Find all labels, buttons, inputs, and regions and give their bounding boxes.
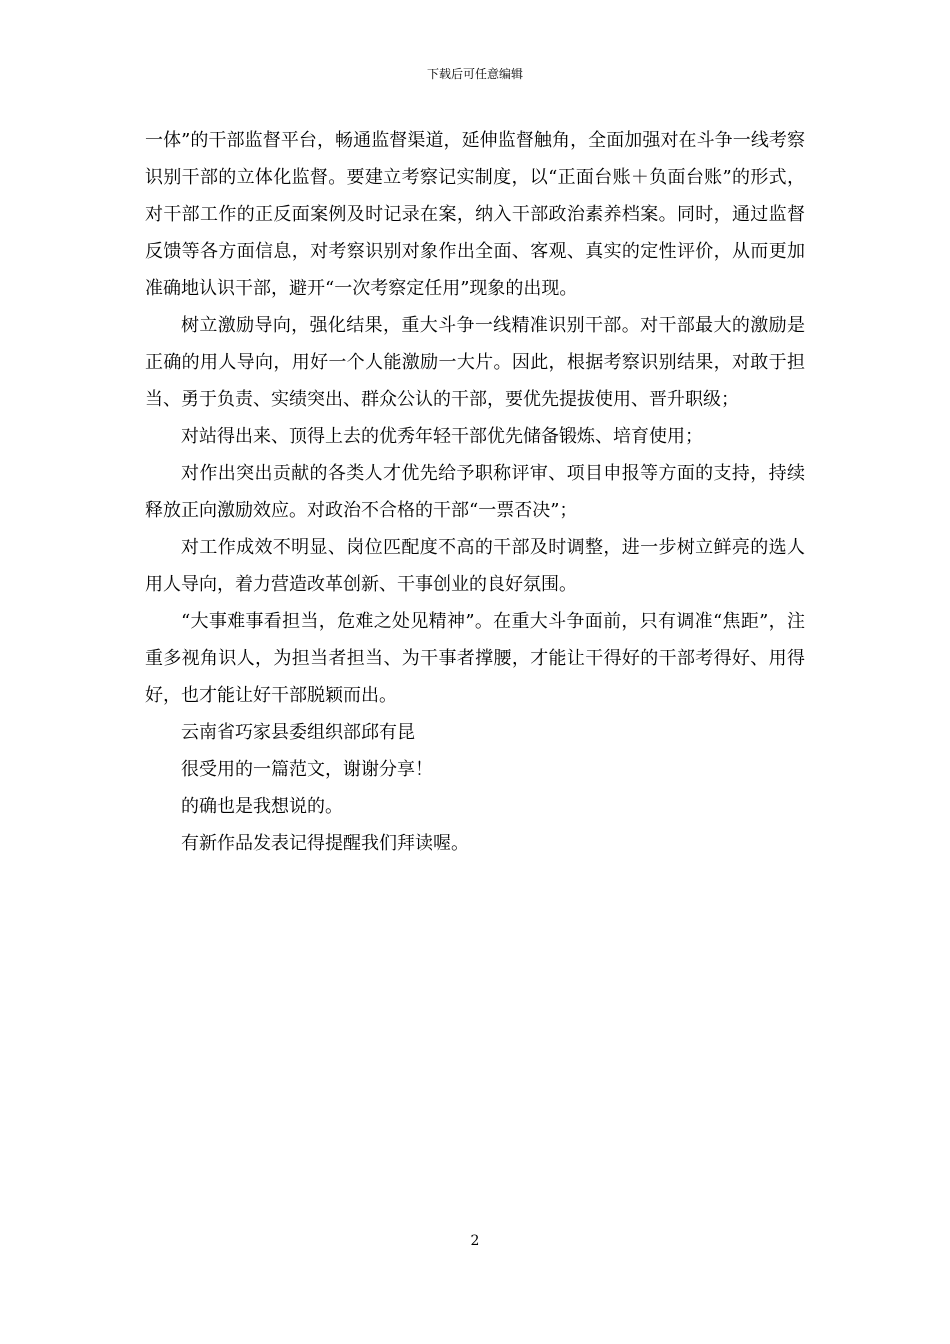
author-line: 云南省巧家县委组织部邱有昆 — [181, 722, 415, 743]
paragraph-continuation: 一体”的干部监督平台，畅通监督渠道，延伸监督触角，全面加强对在斗争一线考察识别干部的立体化监督。要建立考察记实制度，以“正面台账＋负面台账”的形式，对干部工作的正反面案例及时记录在案，纳入干部政治素养档案。同时，通过监督反馈等各方面信息，对考察识别对象作出全面、客观、真实的定性评价，从而更加准确地认识干部，避开“一次考察定任用”现象的出现。 — [145, 130, 805, 299]
paragraph-conclusion: “大事难事看担当，危难之处见精神”。在重大斗争面前，只有调准“焦距”，注重多视角识人，为担当者担当、为干事者撑腰，才能让干得好的干部考得好、用得好，也才能让好干部脱颖而出。 — [145, 611, 805, 706]
page-number: 2 — [470, 1233, 480, 1249]
paragraph-talents: 对作出突出贡献的各类人才优先给予职称评审、项目申报等方面的支持，持续释放正向激励效应。对政治不合格的干部“一票否决”； — [145, 463, 805, 521]
comment-line-1: 很受用的一篇范文，谢谢分享！ — [181, 759, 433, 780]
document-body — [145, 122, 805, 862]
paragraph-adjustment: 对工作成效不明显、岗位匹配度不高的干部及时调整，进一步树立鲜亮的选人用人导向，着力营造改革创新、干事创业的良好氛围。 — [145, 537, 805, 595]
paragraph-incentive: 树立激励导向，强化结果，重大斗争一线精准识别干部。对干部最大的激励是正确的用人导向，用好一个人能激励一大片。因此，根据考察识别结果，对敢于担当、勇于负责、实绩突出、群众公认的干部，要优先提拔使用、晋升职级； — [145, 315, 805, 410]
comment-line-2: 的确也是我想说的。 — [181, 796, 343, 817]
page-header: 下载后可任意编辑 — [426, 67, 523, 81]
paragraph-young-cadres: 对站得出来、顶得上去的优秀年轻干部优先储备锻炼、培育使用； — [181, 426, 703, 447]
comment-line-3: 有新作品发表记得提醒我们拜读喔。 — [181, 833, 469, 854]
